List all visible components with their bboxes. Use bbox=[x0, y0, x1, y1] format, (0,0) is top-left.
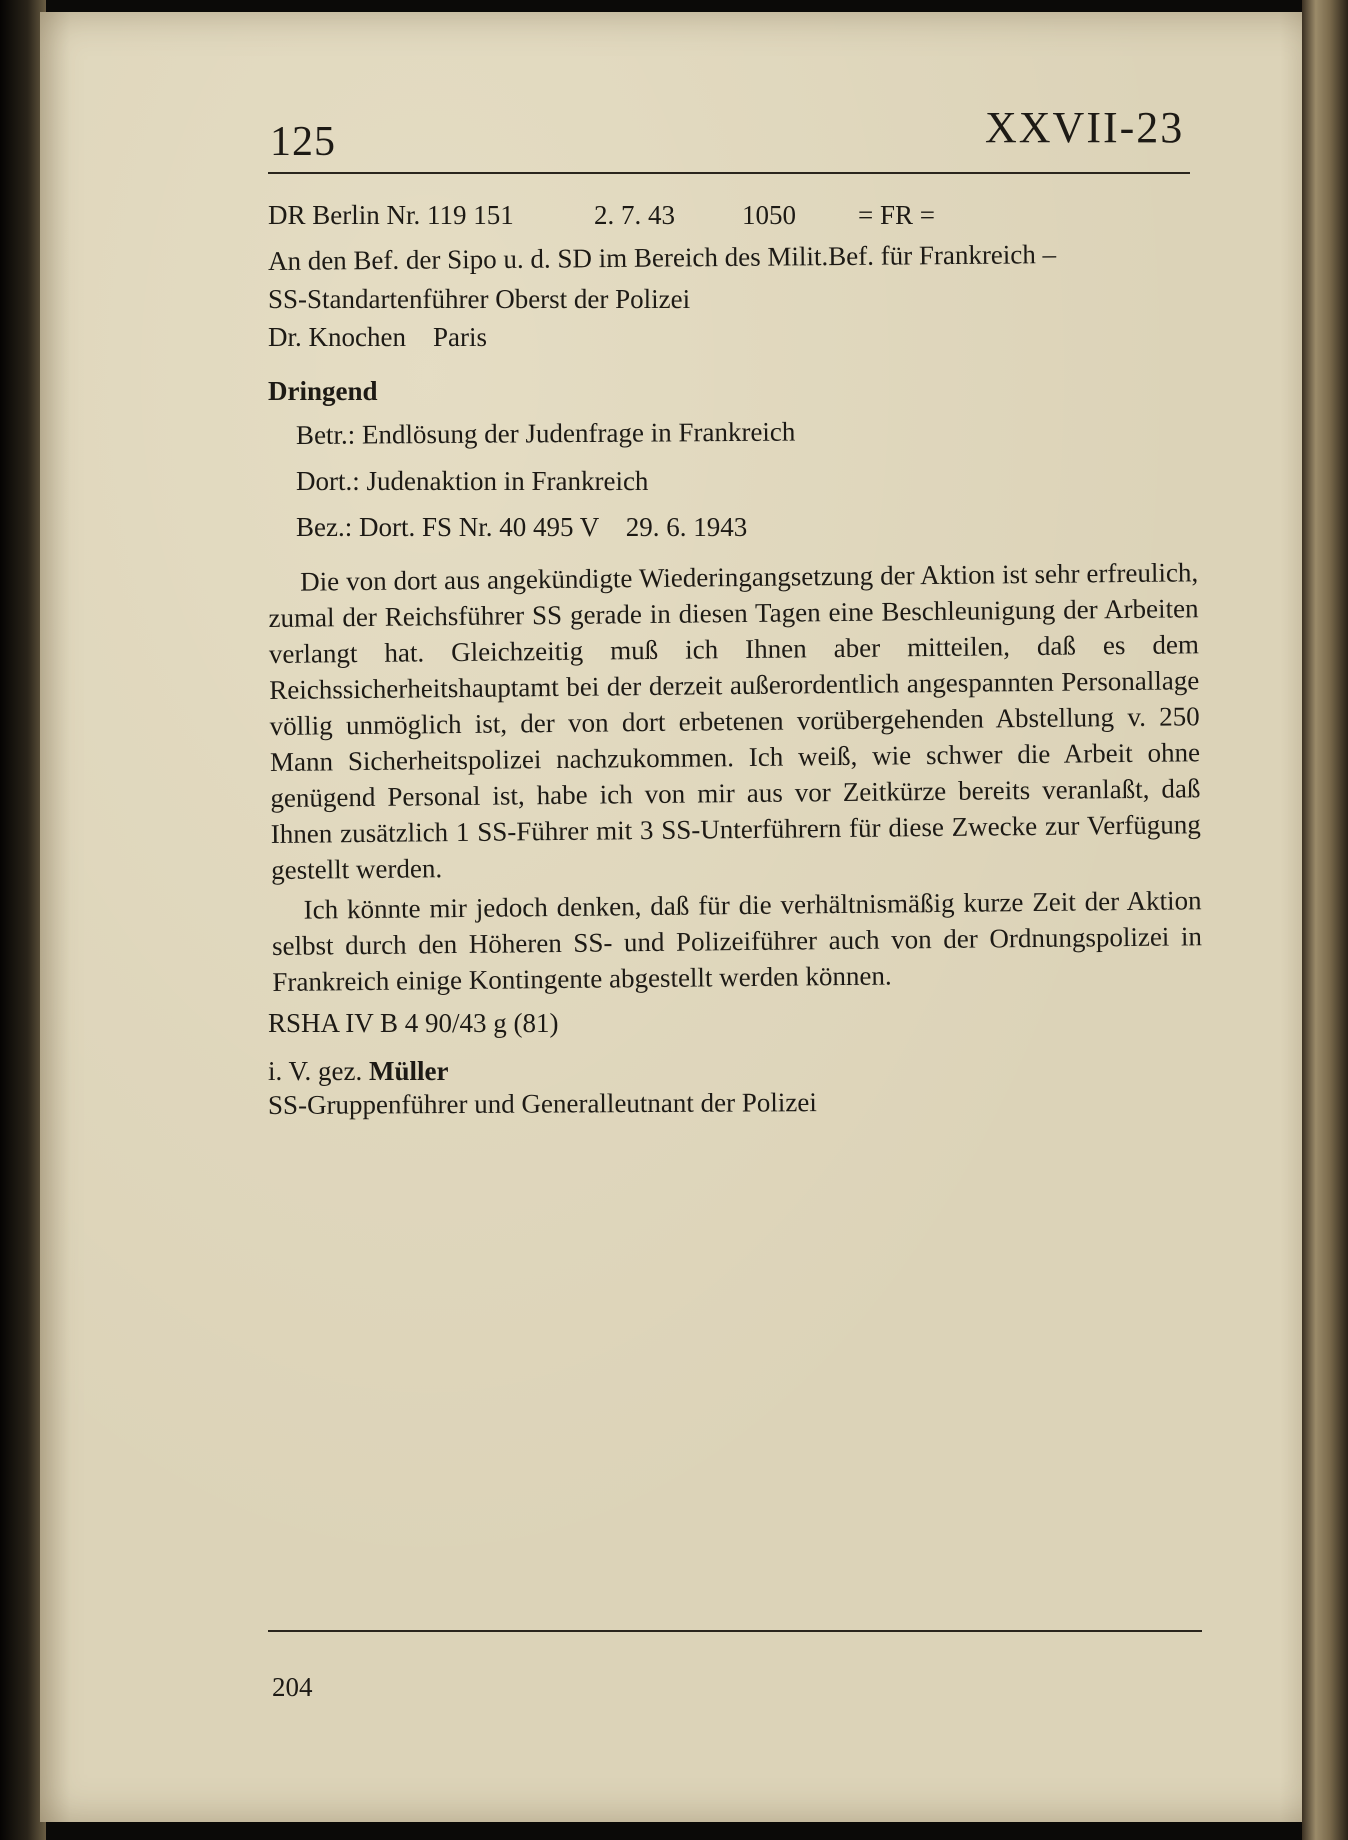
running-number: 125 bbox=[270, 119, 336, 165]
subject-bez: Bez.: Dort. FS Nr. 40 495 V 29. 6. 1943 bbox=[296, 512, 748, 542]
signature-name: Müller bbox=[369, 1056, 449, 1086]
reference-number: RSHA IV B 4 90/43 g (81) bbox=[268, 1008, 559, 1038]
telegram-code: = FR = bbox=[858, 200, 935, 230]
subject-dort: Dort.: Judenaktion in Frankreich bbox=[296, 466, 649, 496]
footer-page-number: 204 bbox=[272, 1672, 313, 1702]
footer-rule bbox=[268, 1630, 1202, 1632]
letter-body bbox=[268, 554, 1203, 1000]
header-rule bbox=[268, 172, 1190, 174]
addressee-line-3: Dr. Knochen Paris bbox=[268, 322, 487, 352]
telegram-time: 1050 bbox=[742, 200, 796, 230]
body-paragraph-1: Die von dort aus angekündigte Wiederingangsetzung der Aktion ist sehr erfreulich, zumal der Reichsführer SS gerade in diesen Tagen eine Beschleunigung der Arbeiten verlangt hat. Gleichzeitig muß ich Ihnen aber mitteilen, daß es dem Reichssicherheitshauptamt bei der derzeit außerordentlich angespannten Personallage völlig unmöglich ist, der von dort erbetenen vorübergehenden Abstellung v. 250 Mann Sicherheitspolizei nachzukommen. Ich weiß, wie schwer die Arbeit ohne genügend Personal ist, habe ich von mir aus vor Zeitkürze bereits veranlaßt, daß Ihnen zusätzlich 1 SS-Führer mit 3 SS-Unterführern für diese Zwecke zur Verfügung gestellt werden. bbox=[268, 557, 1201, 885]
addressee-line-1: An den Bef. der Sipo u. d. SD im Bereich des Milit.Bef. für Frankreich – bbox=[267, 239, 1057, 276]
subject-betr: Betr.: Endlösung der Judenfrage in Frankreich bbox=[295, 416, 796, 450]
signature-line bbox=[268, 1056, 448, 1087]
book-page-edge-right bbox=[1302, 0, 1348, 1840]
telegram-date: 2. 7. 43 bbox=[594, 200, 675, 230]
telegram-origin: DR Berlin Nr. 119 151 bbox=[268, 200, 514, 230]
urgency-label: Dringend bbox=[268, 376, 378, 406]
body-paragraph-2: Ich könnte mir jedoch denken, daß für die verhältnismäßig kurze Zeit der Aktion selbst durch den Höheren SS- und Polizeiführer auch von der Ordnungspolizei in Frankreich einige Kontingente abgestellt werden können. bbox=[271, 885, 1203, 997]
signatory-rank: SS-Gruppenführer und Generalleutnant der Polizei bbox=[267, 1087, 817, 1120]
addressee-line-2: SS-Standartenführer Oberst der Polizei bbox=[268, 284, 691, 314]
signature-prefix: i. V. gez. bbox=[268, 1056, 369, 1086]
document-id: XXVII-23 bbox=[985, 103, 1185, 152]
